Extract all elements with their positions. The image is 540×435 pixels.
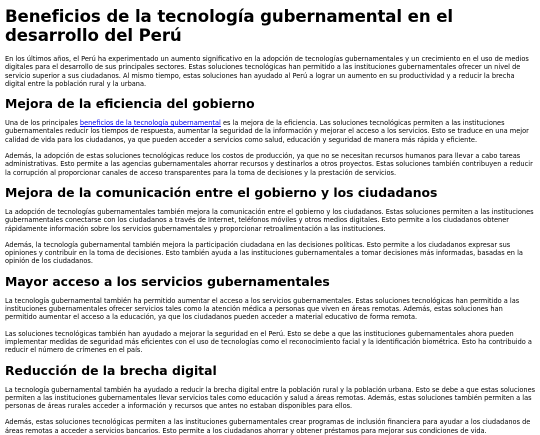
paragraph: La adopción de tecnologías gubernamentales también mejora la comunicación entre el gobierno y los ciudadanos. Estas soluciones permiten a las instituciones gubernamentales conectarse con los ciudadanos a través de Internet, teléfonos móviles y otros medios digitales. Esto permite a los ciudadanos obtener rápidamente información sobre los servicios gubernamentales y proporcionar retroalimentación a las instituciones. bbox=[5, 207, 534, 233]
section-heading: Mayor acceso a los servicios gubernamentales bbox=[5, 273, 330, 289]
section-access bbox=[5, 274, 536, 355]
section-communication bbox=[5, 185, 536, 266]
paragraph: Además, estas soluciones tecnológicas permiten a las instituciones gubernamentales crear programas de inclusión financiera para ayudar a los ciudadanos de áreas remotas a acceder a servicios bancarios. Esto permite a los ciudadanos ahorrar y obtener préstamos para mejorar sus condiciones de vida. bbox=[5, 418, 531, 435]
section-digital-gap bbox=[5, 363, 536, 435]
section-heading: Reducción de la brecha digital bbox=[5, 362, 217, 378]
paragraph: Además, la adopción de estas soluciones tecnológicas reduce los costos de producción, ya que no se necesitan recursos humanos para llevar a cabo tareas administrativas. Esto permite a las agencias gubernamentales ahorrar recursos y destinarlos a otros proyectos. Estas soluciones también contribuyen a reducir la corrupción al proporcionar canales de acceso transparentes para la toma de decisiones y la prestación de servicios. bbox=[5, 152, 533, 177]
paragraph-text: Una de los principales bbox=[5, 119, 80, 128]
intro-paragraph: En los últimos años, el Perú ha experimentado un aumento significativo en la adopción de tecnologías gubernamentales y un crecimiento en el uso de medios digitales para el desarrollo de sus principales sectores. Estas soluciones tecnológicas han permitido a las instituciones gubernamentales ofrecer un nivel de servicio superior a sus ciudadanos. Al mismo tiempo, estas soluciones han ayudado al Perú a lograr un aumento en su productividad y a reducir la brecha digital entre la población rural y la urbana. bbox=[5, 55, 529, 88]
paragraph: Las soluciones tecnológicas también han ayudado a mejorar la seguridad en el Perú. Esto se debe a que las instituciones gubernamentales ahora pueden implementar medidas de seguridad más eficientes con el uso de tecnologías como el reconocimiento facial y la identificación biométrica. Esto ha contribuido a reducir el número de crímenes en el país. bbox=[5, 329, 532, 355]
paragraph: La tecnología gubernamental también ha ayudado a reducir la brecha digital entre la población rural y la población urbana. Esto se debe a que estas soluciones permiten a las instituciones gubernamentales llevar servicios tales como educación y salud a áreas remotas. Además, estas soluciones también permiten a las personas de áreas rurales acceder a información y recursos que antes no estaban disponibles para ellos. bbox=[5, 385, 536, 411]
section-efficiency bbox=[5, 96, 536, 177]
section-heading: Mejora de la eficiencia del gobierno bbox=[5, 96, 255, 112]
paragraph-text: es la mejora de la eficiencia. Las soluciones tecnológicas permiten a las instituciones gubernamentales reducir los tiempos de respuesta, aumentar la seguridad de la información y mejorar el acceso a los servicios. Esto se traduce en una mejor calidad de vida para los ciudadanos, ya que pueden acceder a servicios como salud, educación y seguridad de manera más rápida y eficiente. bbox=[5, 119, 529, 144]
page-title: Beneficios de la tecnología gubernamental en el desarrollo del Perú bbox=[5, 7, 453, 45]
section-heading: Mejora de la comunicación entre el gobierno y los ciudadanos bbox=[5, 184, 438, 200]
benefits-link[interactable]: beneficios de la tecnología gubernamental bbox=[79, 119, 221, 128]
paragraph: Además, la tecnología gubernamental también mejora la participación ciudadana en las decisiones políticas. Esto permite a los ciudadanos expresar sus opiniones y contribuir en la toma de decisiones. Esto también ayuda a las instituciones gubernamentales a tomar decisiones más informadas, basadas en la opinión de los ciudadanos. bbox=[5, 240, 523, 266]
paragraph bbox=[5, 119, 536, 144]
article bbox=[0, 7, 540, 435]
paragraph: La tecnología gubernamental también ha permitido aumentar el acceso a los servicios gubernamentales. Estas soluciones tecnológicas han permitido a las instituciones gubernamentales ofrecer servicios tales como la atención médica a personas que viven en áreas remotas. Además, estas soluciones han permitido aumentar el acceso a la educación, ya que los ciudadanos pueden acceder a material educativo de forma remota. bbox=[5, 296, 520, 322]
